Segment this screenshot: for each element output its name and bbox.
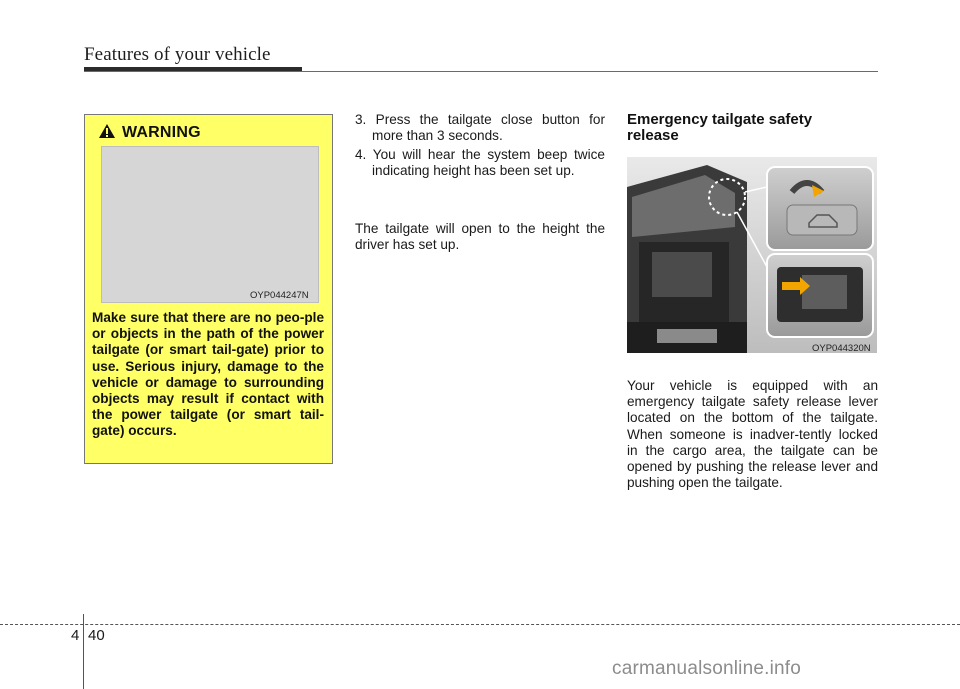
photo-image-code: OYP044320N bbox=[812, 343, 871, 354]
warning-title: WARNING bbox=[122, 124, 201, 141]
warning-triangle-icon bbox=[98, 123, 116, 144]
step-4: 4. You will hear the system beep twice indicating height has been set up. bbox=[355, 147, 605, 179]
right-paragraph: Your vehicle is equipped with an emergency tailgate safety release lever located on the bottom of the tailgate. When someone is inadver-tently locked in the cargo area, the tailgate can be opened by pushing the release lever and pushing open the tailgate. bbox=[627, 378, 878, 491]
section-title: Emergency tailgate safety release bbox=[627, 111, 813, 144]
warning-image-placeholder bbox=[101, 146, 319, 303]
footer-divider bbox=[83, 614, 84, 689]
page-chapter: 4 bbox=[71, 627, 80, 644]
step-3: 3. Press the tailgate close button for more than 3 seconds. bbox=[355, 112, 605, 144]
tailgate-release-photo bbox=[627, 157, 877, 353]
page-header-title: Features of your vehicle bbox=[84, 44, 271, 65]
warning-image-code: OYP044247N bbox=[250, 290, 309, 301]
watermark: carmanualsonline.info bbox=[612, 658, 802, 679]
header-rule bbox=[84, 71, 878, 72]
middle-paragraph: The tailgate will open to the height the driver has set up. bbox=[355, 221, 605, 253]
page-number: 40 bbox=[88, 627, 105, 644]
footer-rule bbox=[0, 624, 960, 625]
warning-text: Make sure that there are no peo-ple or objects in the path of the power tailgate (or smart tail-gate) prior to use. Serious injury, damage to the vehicle or damage to surrounding objects may result if contact with the power tailgate (or smart tail-gate) occurs. bbox=[92, 310, 324, 439]
warning-header bbox=[98, 122, 201, 144]
